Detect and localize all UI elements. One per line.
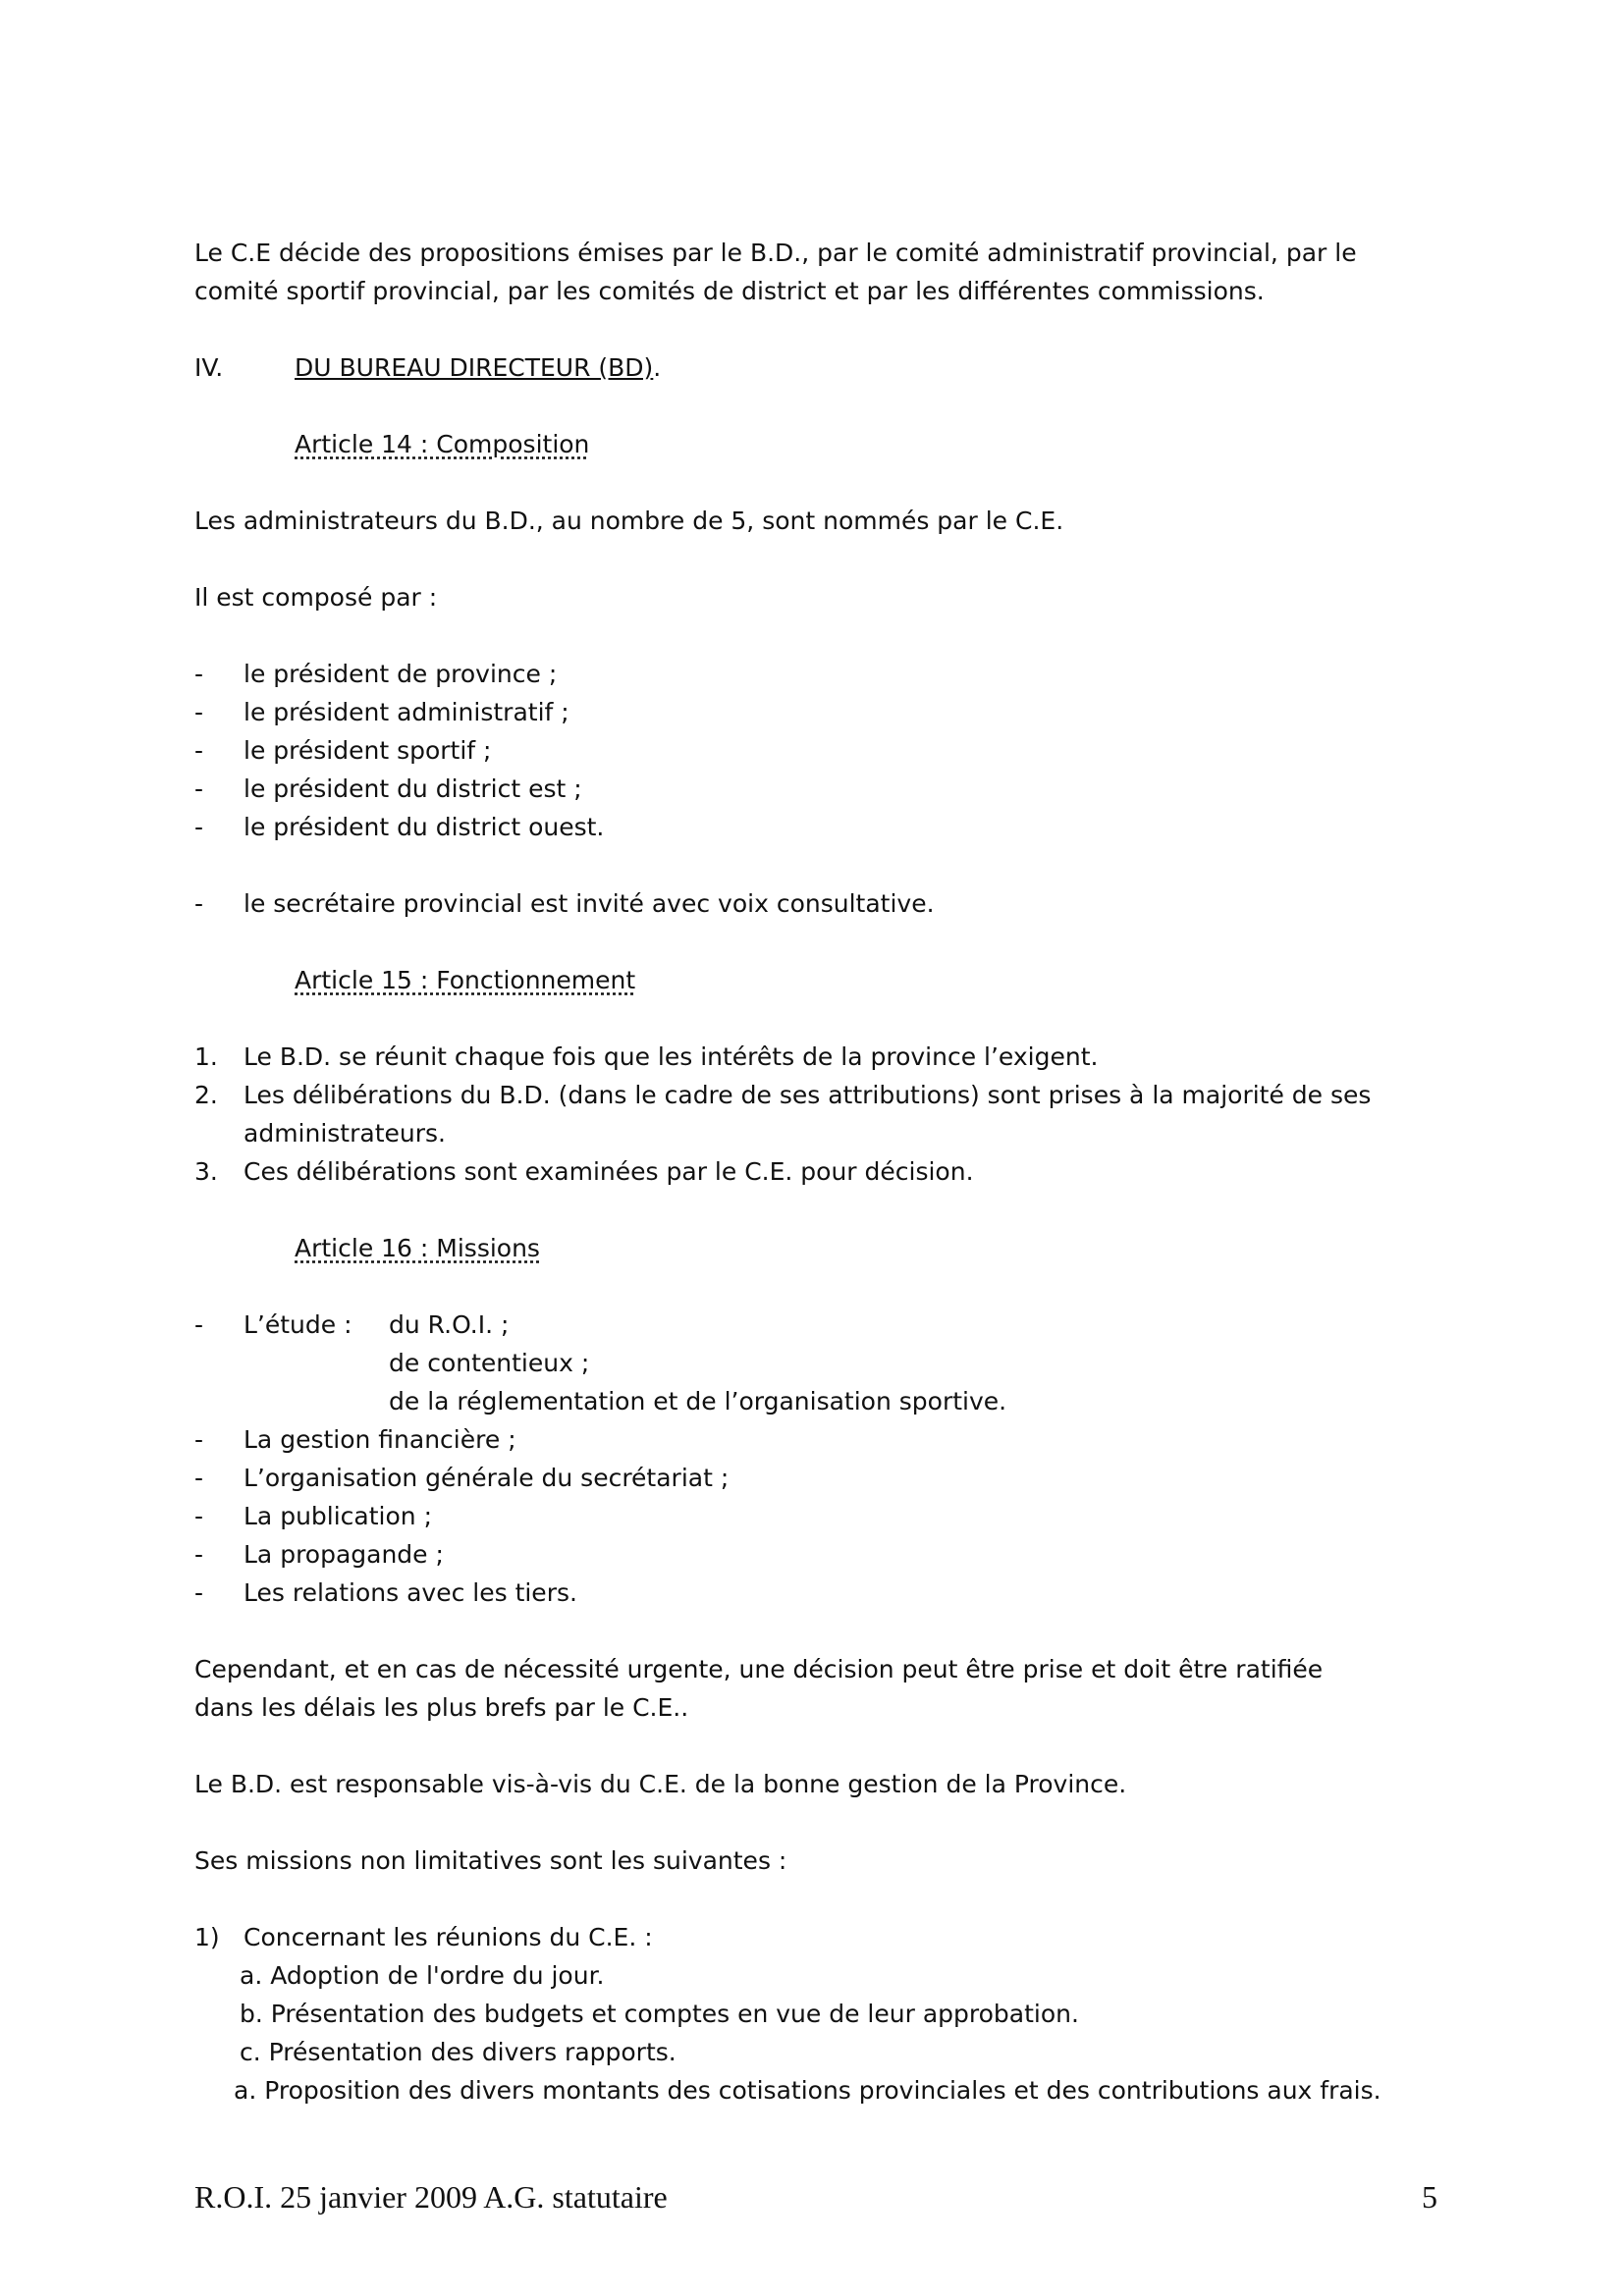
article-15-heading: Article 15 : Fonctionnement [295, 966, 636, 994]
list-dash: - [194, 736, 204, 765]
section-heading [295, 355, 661, 380]
list-item: le président administratif ; [244, 698, 569, 726]
list-dash: - [194, 1578, 204, 1607]
article-16-heading: Article 16 : Missions [295, 1234, 540, 1262]
responsibility-text: Le B.D. est responsable vis-à-vis du C.E. de la bonne gestion de la Province. [194, 1770, 1127, 1798]
list-dash: - [194, 774, 204, 803]
list-item: le président du district ouest. [244, 813, 605, 841]
list-item: Les délibérations du B.D. (dans le cadre de ses attributions) sont prises à la majorité de ses [244, 1081, 1372, 1109]
list-number: 1) [194, 1923, 220, 1951]
list-item: Les relations avec les tiers. [244, 1578, 577, 1607]
section-title: DU BUREAU DIRECTEUR (BD) [295, 353, 654, 382]
nonlimiting-text: Ses missions non limitatives sont les suivantes : [194, 1846, 787, 1875]
list-dash: - [194, 813, 204, 841]
list-item: Le B.D. se réunit chaque fois que les intérêts de la province l’exigent. [244, 1042, 1099, 1071]
etude-item: du R.O.I. ; [389, 1310, 510, 1339]
etude-label: L’étude : [244, 1310, 352, 1339]
section-title-period: . [653, 353, 662, 382]
section-number: IV. [194, 353, 224, 382]
sub-item: a. Adoption de l'ordre du jour. [240, 1961, 605, 1990]
list-number: 2. [194, 1081, 218, 1109]
urgency-line-2: dans les délais les plus brefs par le C.E.. [194, 1693, 689, 1722]
intro-line-1: Le C.E décide des propositions émises par le B.D., par le comité administratif provincial, par le [194, 239, 1357, 267]
footer-text: R.O.I. 25 janvier 2009 A.G. statutaire [194, 2179, 668, 2215]
list-item: le président du district est ; [244, 774, 582, 803]
invited-secretary: le secrétaire provincial est invité avec voix consultative. [244, 889, 935, 918]
list-number: 3. [194, 1157, 218, 1186]
etude-item: de contentieux ; [389, 1349, 590, 1377]
list-title: Concernant les réunions du C.E. : [244, 1923, 653, 1951]
sub-item: b. Présentation des budgets et comptes en vue de leur approbation. [240, 2000, 1079, 2028]
list-dash: - [194, 1502, 204, 1530]
list-item: La propagande ; [244, 1540, 444, 1569]
list-dash: - [194, 1540, 204, 1569]
list-dash: - [194, 660, 204, 688]
article-14-lead: Il est composé par : [194, 583, 438, 612]
page-number: 5 [1422, 2179, 1437, 2215]
intro-line-2: comité sportif provincial, par les comités de district et par les différentes commissions. [194, 277, 1265, 305]
list-item: La gestion financière ; [244, 1425, 516, 1454]
urgency-line-1: Cependant, et en cas de nécessité urgente, une décision peut être prise et doit être ratifiée [194, 1655, 1324, 1683]
list-item: le président sportif ; [244, 736, 492, 765]
sub-item: a. Proposition des divers montants des cotisations provinciales et des contributions aux frais. [234, 2076, 1381, 2105]
list-dash: - [194, 889, 204, 918]
list-dash: - [194, 1425, 204, 1454]
sub-item: c. Présentation des divers rapports. [240, 2038, 677, 2066]
list-item: La publication ; [244, 1502, 432, 1530]
list-item: le président de province ; [244, 660, 558, 688]
etude-item: de la réglementation et de l’organisation sportive. [389, 1387, 1007, 1415]
list-dash: - [194, 1464, 204, 1492]
list-item-continuation: administrateurs. [244, 1119, 446, 1148]
list-item: Ces délibérations sont examinées par le C.E. pour décision. [244, 1157, 974, 1186]
list-item: L’organisation générale du secrétariat ; [244, 1464, 730, 1492]
list-number: 1. [194, 1042, 218, 1071]
article-14-text: Les administrateurs du B.D., au nombre de 5, sont nommés par le C.E. [194, 507, 1064, 535]
list-dash: - [194, 1310, 204, 1339]
article-14-heading: Article 14 : Composition [295, 430, 590, 458]
list-dash: - [194, 698, 204, 726]
